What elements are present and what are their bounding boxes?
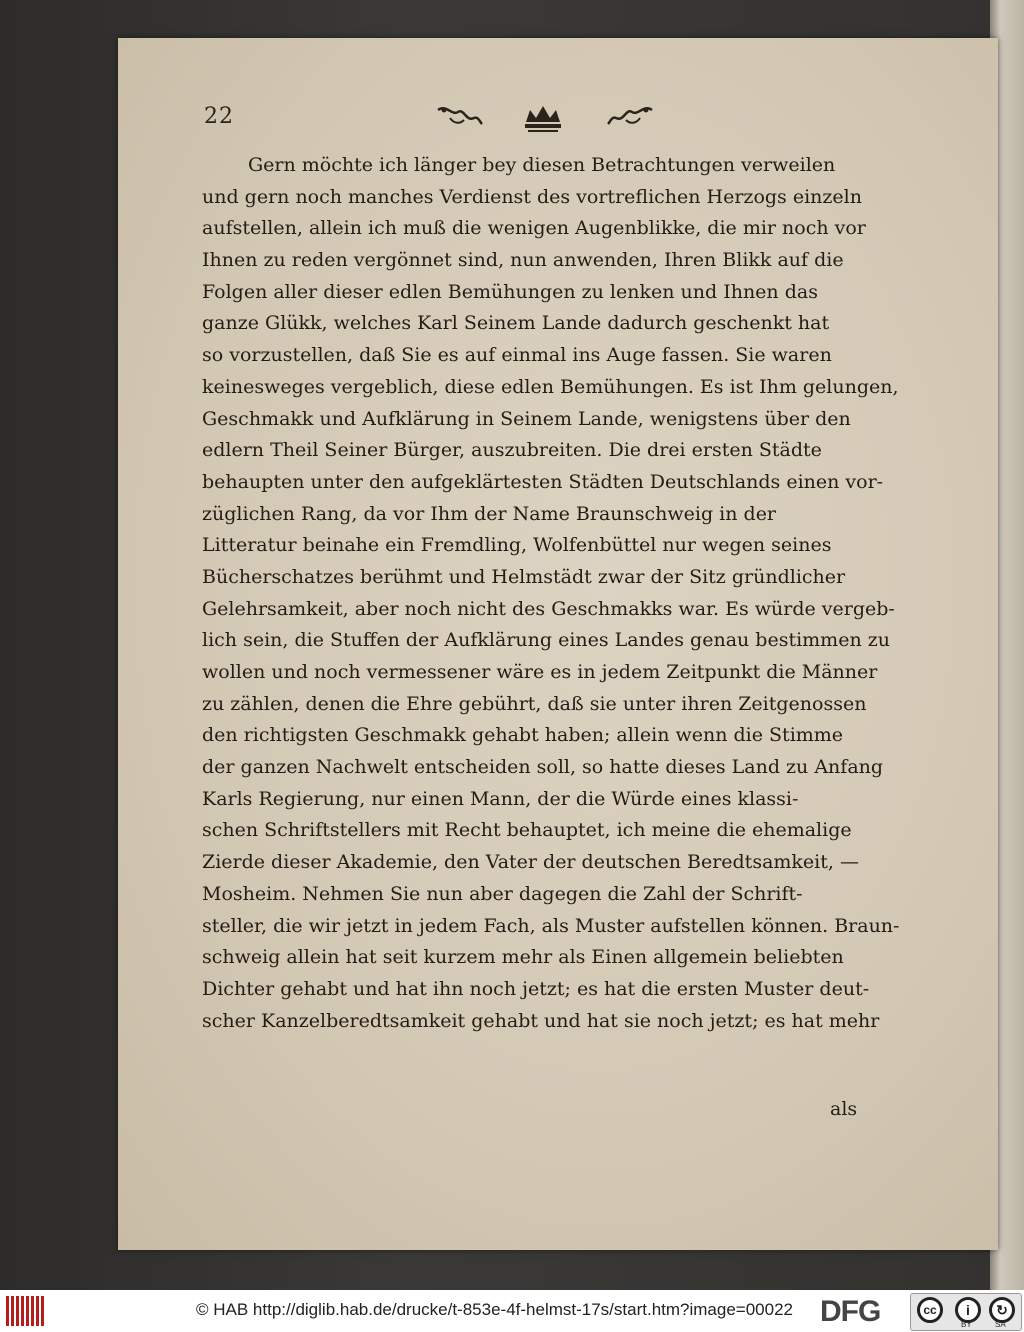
text-line: schen Schriftstellers mit Recht behauptet, ich meine die ehemalige: [202, 819, 852, 842]
text-line: Gern möchte ich länger bey diesen Betrachtungen verweilen: [248, 154, 836, 176]
text-line: Gelehrsamkeit, aber noch nicht des Geschmakks war. Es würde vergeb-: [202, 597, 895, 620]
text-line: keinesweges vergeblich, diese edlen Bemühungen. Es ist Ihm gelungen,: [202, 375, 899, 398]
text-line: den richtigsten Geschmakk gehabt haben; allein wenn die Stimme: [202, 724, 844, 747]
text-line: edlern Theil Seiner Bürger, auszubreiten. Die drei ersten Städte: [202, 439, 822, 462]
text-line: der ganzen Nachwelt entscheiden soll, so hatte dieses Land zu Anfang: [202, 756, 884, 779]
ornament-right-icon: [606, 102, 654, 136]
text-line: zu zählen, denen die Ehre gebührt, daß sie unter ihren Zeitgenossen: [202, 692, 867, 715]
crown-ornament-icon: [522, 102, 564, 136]
by-attribution-icon: i: [955, 1297, 981, 1323]
text-line: Mosheim. Nehmen Sie nun aber dagegen die Zahl der Schrift-: [202, 882, 803, 905]
cc-license-badge[interactable]: [910, 1293, 1022, 1331]
book-page: [118, 38, 998, 1250]
text-line: Ihnen zu reden vergönnet sind, nun anwenden, Ihren Blikk auf die: [202, 249, 844, 272]
text-line: scher Kanzelberedtsamkeit gehabt und hat sie noch jetzt; es hat mehr: [202, 1009, 880, 1032]
text-line: Folgen aller dieser edlen Bemühungen zu lenken und Ihnen das: [202, 280, 818, 303]
text-line: Bücherschatzes berühmt und Helmstädt zwar der Sitz gründlicher: [202, 565, 846, 588]
text-line: steller, die wir jetzt in jedem Fach, als Muster aufstellen können. Braun-: [202, 914, 900, 937]
hab-barcode-logo-icon: [6, 1296, 46, 1326]
text-line: Litteratur beinahe ein Fremdling, Wolfenbüttel nur wegen seines: [202, 534, 832, 557]
footer-bar: [0, 1290, 1024, 1332]
source-credit-link[interactable]: © HAB http://diglib.hab.de/drucke/t-853e-4f-helmst-17s/start.htm?image=00022: [196, 1300, 793, 1319]
license-by-label: BY: [961, 1320, 972, 1329]
text-line: züglichen Rang, da vor Ihm der Name Braunschweig in der: [202, 502, 777, 525]
dfg-logo: DFG: [820, 1295, 881, 1328]
text-line: ganze Glükk, welches Karl Seinem Lande dadurch geschenkt hat: [202, 312, 830, 335]
share-alike-icon: ↻: [989, 1297, 1015, 1323]
text-line: lich sein, die Stuffen der Aufklärung eines Landes genau bestimmen zu: [202, 629, 890, 652]
body-text: [202, 150, 900, 1037]
page-number: 22: [204, 104, 234, 129]
text-line: Dichter gehabt und hat ihn noch jetzt; es hat die ersten Muster deut-: [202, 977, 870, 1000]
cc-icon: cc: [917, 1297, 943, 1323]
text-line: aufstellen, allein ich muß die wenigen Augenblikke, die mir noch vor: [202, 217, 866, 240]
text-line: schweig allein hat seit kurzem mehr als Einen allgemein beliebten: [202, 946, 844, 969]
text-line: Karls Regierung, nur einen Mann, der die Würde eines klassi-: [202, 787, 799, 810]
text-line: behaupten unter den aufgeklärtesten Städten Deutschlands einen vor-: [202, 470, 884, 493]
text-line: wollen und noch vermessener wäre es in jedem Zeitpunkt die Männer: [202, 661, 878, 683]
license-sa-label: SA: [995, 1320, 1006, 1329]
catchword: als: [830, 1098, 858, 1120]
ornament-left-icon: [436, 102, 484, 136]
text-line: so vorzustellen, daß Sie es auf einmal ins Auge fassen. Sie waren: [202, 344, 832, 367]
text-line: Geschmakk und Aufklärung in Seinem Lande, wenigstens über den: [202, 407, 851, 430]
text-line: und gern noch manches Verdienst des vortreflichen Herzogs einzeln: [202, 185, 862, 208]
text-line: Zierde dieser Akademie, den Vater der deutschen Beredtsamkeit, —: [202, 851, 859, 874]
